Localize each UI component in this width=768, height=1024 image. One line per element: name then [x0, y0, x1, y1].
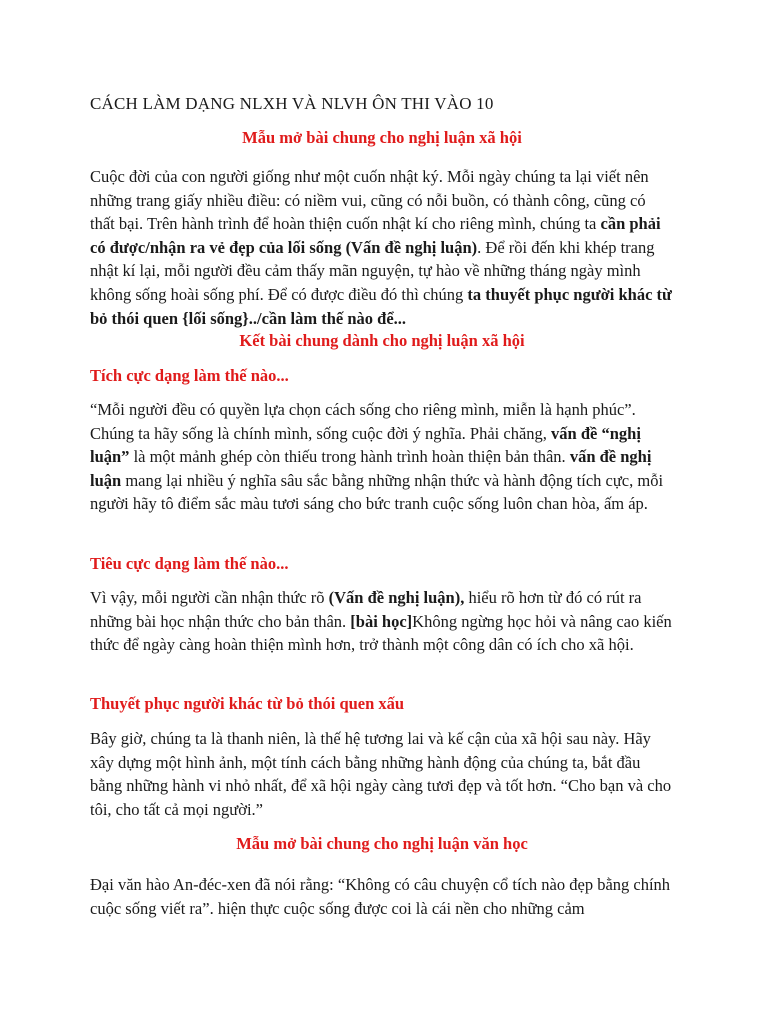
paragraph-text: hiểu rõ hơn từ đó có rút ra những bài học nhận thức cho bản thân.	[90, 588, 642, 631]
paragraph-text: mang lại nhiều ý nghĩa sâu sắc bằng những nhận thức và hành động tích cực, mỗi người hãy tô điểm sắc màu tươi sáng cho bức tranh cuộc sống luôn chan hòa, ấm áp.	[90, 470, 664, 514]
paragraph-bold-text: vấn đề “nghị luận”	[90, 423, 641, 467]
paragraph-bold-text: (Vấn đề nghị luận),	[328, 588, 465, 607]
paragraph-bold-text: vấn đề nghị luận	[90, 447, 652, 490]
paragraph-literary-essay-opening: Đại văn hào An-đéc-xen đã nói rằng: “Không có câu chuyện cổ tích nào đẹp bằng chính cuộc sống viết ra”. hiện thực cuộc sống được coi là cái nền cho những cảm	[90, 875, 671, 918]
paragraph-text: Vì vậy, mỗi người cần nhận thức rõ	[90, 588, 329, 607]
paragraph-text: Cuộc đời của con người giống như một cuốn nhật ký. Mỗi ngày chúng ta lại viết nên những trang giấy nhiều điều: có niềm vui, cũng có nỗi buồn, có thành công, cũng có thất bại. Trên hành trình để hoàn thiện cuốn nhật kí cho riêng mình, chúng ta	[90, 167, 649, 234]
paragraph-text: . Để rồi đến khi khép trang nhật kí lại, mỗi người đều cảm thấy mãn nguyện, tự hào về những tháng ngày mình không sống hoài sống phí. Để có được điều đó thì chúng	[90, 237, 655, 304]
paragraph-bold-text: cần phải có được/nhận ra vẻ đẹp của lối sống (Vấn đề nghị luận)	[90, 214, 661, 257]
document-page	[90, 0, 690, 1024]
heading-negative-type: Tiêu cực dạng làm thế nào...	[90, 554, 289, 573]
paragraph-negative-type	[90, 586, 674, 657]
paragraph-text: “Mỗi người đều có quyền lựa chọn cách sống cho riêng mình, miễn là hạnh phúc”. Chúng ta hãy sống là chính mình, sống cuộc đời ý nghĩa. Phải chăng,	[90, 400, 636, 443]
paragraph-bold-text: [bài học]	[350, 611, 413, 631]
heading-persuade-bad-habits: Thuyết phục người khác từ bỏ thói quen xấu	[90, 694, 405, 713]
heading-positive-type: Tích cực dạng làm thế nào...	[90, 366, 289, 385]
paragraph-persuade-bad-habits: Bây giờ, chúng ta là thanh niên, là thế hệ tương lai và kế cận của xã hội sau này. Hãy xây dựng một hình ảnh, một tính cách bằng những hành động của chúng ta, bắt đầu bằng những hành vi nhỏ nhất, để xã hội ngày càng tươi đẹp và tốt hơn. “Cho bạn và cho tôi, cho tất cả mọi người.”	[90, 729, 672, 819]
heading-literary-essay-opening: Mẫu mở bài chung cho nghị luận văn học	[236, 834, 528, 853]
document-title: CÁCH LÀM DẠNG NLXH VÀ NLVH ÔN THI VÀO 10	[90, 94, 494, 113]
paragraph-text: là một mảnh ghép còn thiếu trong hành trình hoàn thiện bản thân.	[129, 447, 570, 467]
heading-social-essay-conclusion: Kết bài chung dành cho nghị luận xã hội	[239, 331, 525, 350]
paragraph-text: Không ngừng học hỏi và nâng cao kiến thức để ngày càng hoàn thiện mình hơn, trở thành một công dân có ích cho xã hội.	[90, 611, 672, 655]
paragraph-bold-text: ta thuyết phục người khác từ bỏ thói quen {lối sống}../cần làm thế nào để...	[90, 284, 672, 328]
paragraph-positive-type	[90, 398, 674, 516]
paragraph-social-essay-opening	[90, 165, 674, 330]
heading-social-essay-opening: Mẫu mở bài chung cho nghị luận xã hội	[242, 128, 522, 147]
